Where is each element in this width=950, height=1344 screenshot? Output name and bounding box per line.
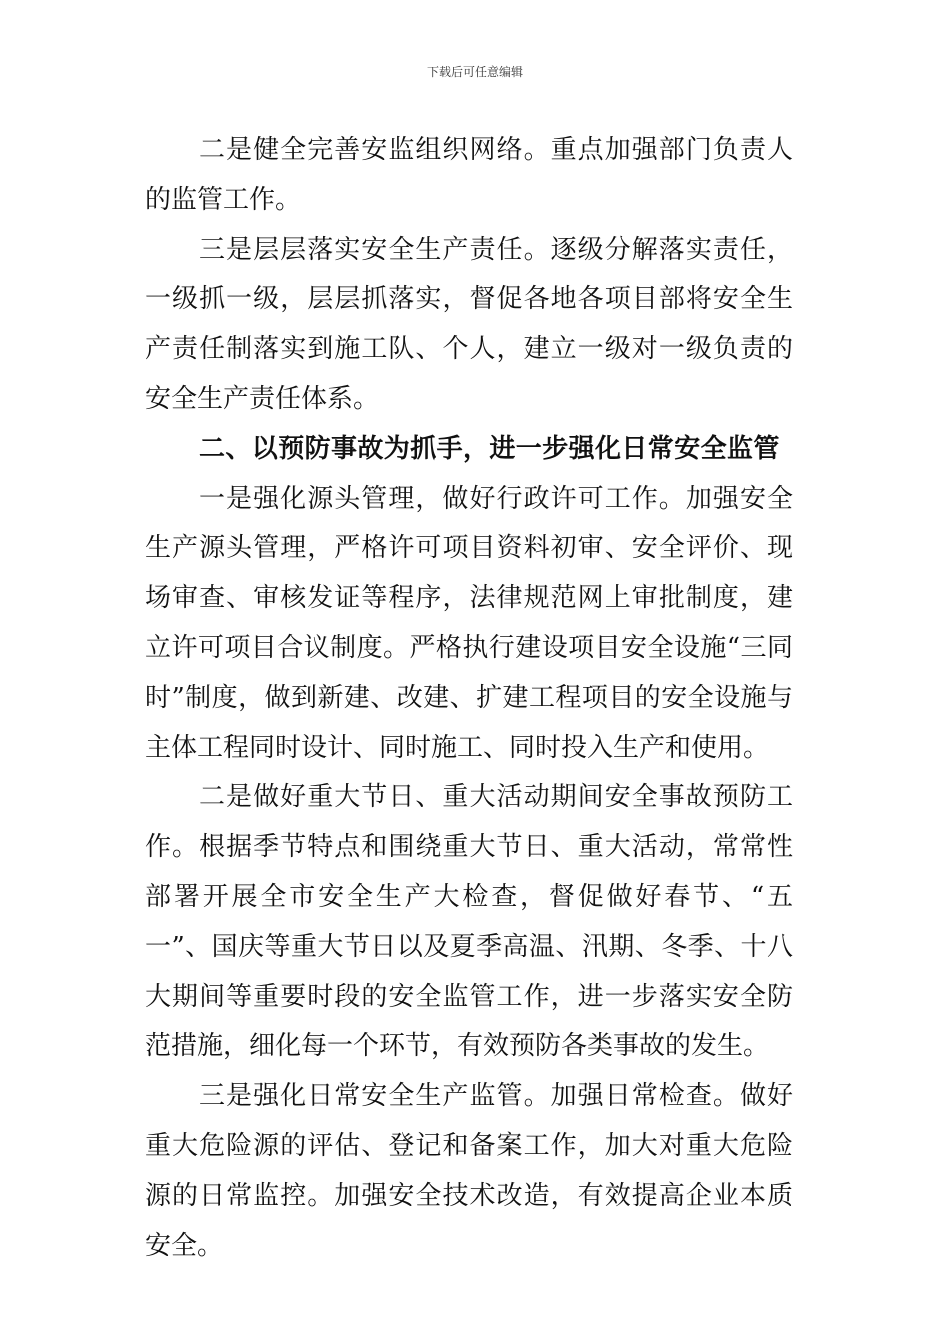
paragraph-3: 一是强化源头管理，做好行政许可工作。加强安全生产源头管理，严格许可项目资料初审、安全评价、现场审查、审核发证等程序，法律规范网上审批制度，建立许可项目合议制度。严格执行建设项目安全设施“三同时”制度，做到新建、改建、扩建工程项目的安全设施与主体工程同时设计、同时施工、同时投入生产和使用。: [145, 483, 793, 763]
document-body: [145, 126, 793, 1271]
section-heading: 二、以预防事故为抓手，进一步强化日常安全监管: [199, 433, 780, 464]
paragraph-2: 三是层层落实安全生产责任。逐级分解落实责任，一级抓一级，层层抓落实，督促各地各项目部将安全生产责任制落实到施工队、个人，建立一级对一级负责的安全生产责任体系。: [145, 234, 793, 414]
paragraph-5: 三是强化日常安全生产监管。加强日常检查。做好重大危险源的评估、登记和备案工作，加大对重大危险源的日常监控。加强安全技术改造，有效提高企业本质安全。: [145, 1081, 793, 1261]
paragraph-1: 二是健全完善安监组织网络。重点加强部门负责人的监管工作。: [145, 135, 793, 215]
page-header-note: 下载后可任意编辑: [426, 65, 523, 79]
paragraph-4: 二是做好重大节日、重大活动期间安全事故预防工作。根据季节特点和围绕重大节日、重大活动，常常性部署开展全市安全生产大检查，督促做好春节、“五一”、国庆等重大节日以及夏季高温、汛期、冬季、十八大期间等重要时段的安全监管工作，进一步落实安全防范措施，细化每一个环节，有效预防各类事故的发生。: [145, 782, 793, 1062]
